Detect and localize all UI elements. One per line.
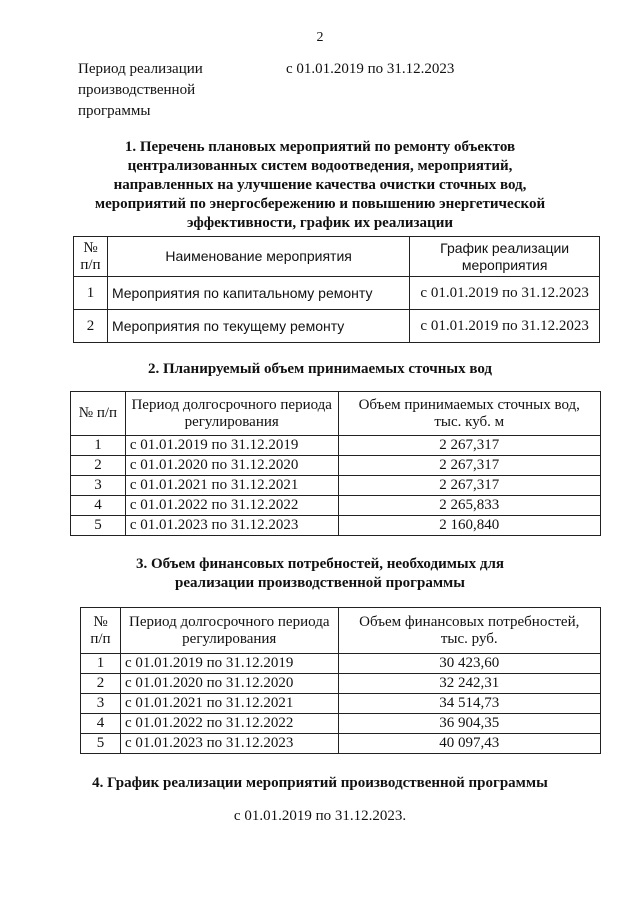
- section1-title-line: эффективности, график их реализации: [187, 215, 453, 231]
- header-volume-line: Объем принимаемых сточных вод,: [358, 396, 580, 413]
- cell-num: 1: [81, 654, 121, 674]
- table-row: [71, 516, 601, 536]
- cell-num: 4: [81, 714, 121, 734]
- table-header-row: [74, 237, 600, 277]
- header-value-line: Объем финансовых потребностей,: [359, 613, 580, 630]
- cell-volume: 2 267,317: [338, 476, 600, 496]
- table-row: [74, 310, 600, 343]
- section2-title: 2. Планируемый объем принимаемых сточных вод: [147, 361, 493, 377]
- section4-title: 4. График реализации мероприятий производственной программы: [92, 775, 548, 791]
- section3-table: [80, 607, 601, 754]
- header-period-line: Период долгосрочного периода: [131, 396, 332, 413]
- section1-title-line: централизованных систем водоотведения, мероприятий,: [127, 158, 513, 174]
- cell-schedule: с 01.01.2019 по 31.12.2023: [410, 277, 600, 310]
- cell-num: 2: [71, 456, 126, 476]
- header-num: [74, 237, 108, 277]
- header-schedule: [410, 237, 600, 277]
- section1-table: [73, 236, 600, 343]
- cell-num: 2: [74, 310, 108, 343]
- section1-title-line: мероприятий по энергосбережению и повышению энергетической: [94, 196, 546, 212]
- cell-value: 40 097,43: [338, 734, 600, 754]
- header-period: [120, 608, 338, 654]
- cell-num: 3: [71, 476, 126, 496]
- period-value: с 01.01.2019 по 31.12.2023: [286, 61, 455, 77]
- period-label-line: производственной: [78, 82, 196, 98]
- cell-volume: 2 267,317: [338, 436, 600, 456]
- cell-num: 4: [71, 496, 126, 516]
- header-volume-line: тыс. куб. м: [434, 413, 505, 430]
- cell-period: с 01.01.2021 по 31.12.2021: [125, 476, 338, 496]
- table-row: [81, 654, 601, 674]
- cell-period: с 01.01.2023 по 31.12.2023: [120, 734, 338, 754]
- section4-date: с 01.01.2019 по 31.12.2023.: [233, 808, 407, 824]
- header-value: [338, 608, 600, 654]
- cell-num: 1: [71, 436, 126, 456]
- section2-table: [70, 391, 601, 536]
- table-row: [81, 674, 601, 694]
- cell-period: с 01.01.2019 по 31.12.2019: [125, 436, 338, 456]
- cell-period: с 01.01.2022 по 31.12.2022: [120, 714, 338, 734]
- table-row: [81, 734, 601, 754]
- header-period-line: регулирования: [184, 413, 279, 430]
- table-row: [81, 694, 601, 714]
- section3-title-line: 3. Объем финансовых потребностей, необходимых для: [135, 556, 505, 572]
- header-num-line: п/п: [80, 256, 101, 273]
- cell-period: с 01.01.2020 по 31.12.2020: [125, 456, 338, 476]
- section3-title: [60, 555, 580, 593]
- table-row: [71, 436, 601, 456]
- cell-volume: 2 160,840: [338, 516, 600, 536]
- table-row: [81, 714, 601, 734]
- cell-period: с 01.01.2021 по 31.12.2021: [120, 694, 338, 714]
- cell-volume: 2 265,833: [338, 496, 600, 516]
- cell-value: 30 423,60: [338, 654, 600, 674]
- period-label-line: Период реализации: [78, 61, 203, 77]
- cell-period: с 01.01.2022 по 31.12.2022: [125, 496, 338, 516]
- page-number: 2: [316, 30, 324, 45]
- cell-num: 1: [74, 277, 108, 310]
- period-label-line: программы: [78, 103, 151, 119]
- header-period: [125, 392, 338, 436]
- table-row: [71, 456, 601, 476]
- header-volume: [338, 392, 600, 436]
- cell-num: 2: [81, 674, 121, 694]
- header-num-line: №: [83, 239, 98, 256]
- cell-value: 32 242,31: [338, 674, 600, 694]
- cell-num: 5: [81, 734, 121, 754]
- header-num: № п/п: [71, 392, 126, 436]
- cell-period: с 01.01.2023 по 31.12.2023: [125, 516, 338, 536]
- section1-title-line: направленных на улучшение качества очистки сточных вод,: [113, 177, 527, 193]
- header-num-line: п/п: [90, 630, 111, 647]
- header-num: [81, 608, 121, 654]
- cell-volume: 2 267,317: [338, 456, 600, 476]
- cell-schedule: с 01.01.2019 по 31.12.2023: [410, 310, 600, 343]
- table-header-row: [71, 392, 601, 436]
- section3-title-line: реализации производственной программы: [175, 575, 465, 591]
- cell-num: 3: [81, 694, 121, 714]
- header-period-line: регулирования: [182, 630, 277, 647]
- header-period-line: Период долгосрочного периода: [129, 613, 330, 630]
- header-schedule-line: График реализации: [440, 239, 570, 256]
- section1-title: [60, 138, 580, 233]
- header-name: Наименование мероприятия: [107, 237, 409, 277]
- cell-value: 34 514,73: [338, 694, 600, 714]
- section1-title-line: 1. Перечень плановых мероприятий по ремонту объектов: [124, 139, 516, 155]
- header-value-line: тыс. руб.: [440, 630, 498, 647]
- header-num-line: №: [93, 613, 108, 630]
- cell-name: Мероприятия по капитальному ремонту: [107, 277, 409, 310]
- table-row: [71, 476, 601, 496]
- table-row: [74, 277, 600, 310]
- cell-value: 36 904,35: [338, 714, 600, 734]
- cell-name: Мероприятия по текущему ремонту: [107, 310, 409, 343]
- cell-period: с 01.01.2020 по 31.12.2020: [120, 674, 338, 694]
- header-schedule-line: мероприятия: [461, 256, 548, 273]
- table-header-row: [81, 608, 601, 654]
- period-label: [78, 59, 228, 122]
- cell-period: с 01.01.2019 по 31.12.2019: [120, 654, 338, 674]
- cell-num: 5: [71, 516, 126, 536]
- table-row: [71, 496, 601, 516]
